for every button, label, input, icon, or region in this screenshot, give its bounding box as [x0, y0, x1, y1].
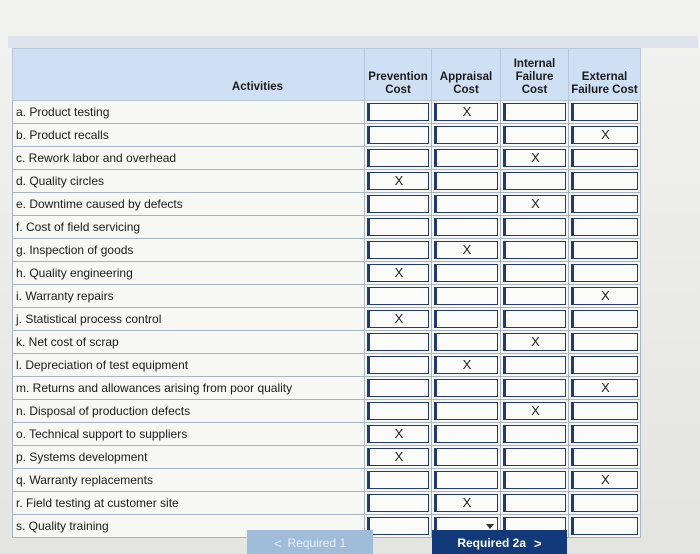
internal-select[interactable]: [503, 333, 566, 351]
external-select[interactable]: [571, 310, 638, 328]
appraisal-select[interactable]: [434, 195, 498, 213]
internal-cell: [501, 193, 569, 216]
prevention-select[interactable]: [367, 379, 429, 397]
internal-cell: [501, 285, 569, 308]
appraisal-select[interactable]: [434, 425, 498, 443]
prevention-cell: [365, 170, 432, 193]
appraisal-select[interactable]: [434, 218, 498, 236]
internal-cell: [501, 101, 569, 124]
appraisal-cost-header: Appraisal Cost: [432, 49, 501, 101]
table-row: [13, 193, 641, 216]
activity-label: o. Technical support to suppliers: [13, 423, 365, 446]
internal-select[interactable]: [503, 218, 566, 236]
external-select[interactable]: [571, 517, 638, 535]
external-select[interactable]: [571, 448, 638, 466]
external-cell: [569, 170, 641, 193]
appraisal-select[interactable]: [434, 149, 498, 167]
external-select[interactable]: [571, 425, 638, 443]
selected-value: X: [462, 104, 472, 119]
activity-label: l. Depreciation of test equipment: [13, 354, 365, 377]
table-row: [13, 124, 641, 147]
activity-label: r. Field testing at customer site: [13, 492, 365, 515]
appraisal-cell: [432, 262, 501, 285]
table-row: [13, 400, 641, 423]
appraisal-cell: [432, 423, 501, 446]
activity-label: n. Disposal of production defects: [13, 400, 365, 423]
external-select[interactable]: [571, 103, 638, 121]
internal-select[interactable]: [503, 402, 566, 420]
internal-select[interactable]: [503, 379, 566, 397]
activity-label: h. Quality engineering: [13, 262, 365, 285]
prevention-cost-header: Prevention Cost: [365, 49, 432, 101]
external-cell: [569, 446, 641, 469]
external-select[interactable]: [571, 379, 638, 397]
internal-cell: [501, 147, 569, 170]
prevention-cell: [365, 331, 432, 354]
internal-select[interactable]: [503, 103, 566, 121]
prevention-select[interactable]: [367, 333, 429, 351]
prevention-select[interactable]: [367, 218, 429, 236]
table-row: [13, 239, 641, 262]
external-cell: [569, 262, 641, 285]
internal-cell: [501, 216, 569, 239]
table-row: [13, 377, 641, 400]
appraisal-cell: [432, 170, 501, 193]
internal-cell: [501, 469, 569, 492]
cost-classification-table: [12, 48, 641, 538]
activity-label: j. Statistical process control: [13, 308, 365, 331]
activity-label: g. Inspection of goods: [13, 239, 365, 262]
prevention-select[interactable]: [367, 471, 429, 489]
internal-cell: [501, 423, 569, 446]
internal-select[interactable]: [503, 172, 566, 190]
external-cell: [569, 308, 641, 331]
internal-cell: [501, 331, 569, 354]
internal-select[interactable]: [503, 241, 566, 259]
prevention-cell: [365, 193, 432, 216]
external-cell: [569, 216, 641, 239]
appraisal-select[interactable]: [434, 356, 498, 374]
activity-label: b. Product recalls: [13, 124, 365, 147]
prevention-select[interactable]: [367, 172, 429, 190]
internal-select[interactable]: [503, 471, 566, 489]
appraisal-select[interactable]: [434, 103, 498, 121]
external-cell: [569, 469, 641, 492]
internal-select[interactable]: [503, 425, 566, 443]
appraisal-select[interactable]: [434, 310, 498, 328]
external-cell: [569, 285, 641, 308]
external-select[interactable]: [571, 218, 638, 236]
external-failure-cost-header: External Failure Cost: [569, 49, 641, 101]
activity-label: q. Warranty replacements: [13, 469, 365, 492]
appraisal-select[interactable]: [434, 379, 498, 397]
selected-value: X: [601, 127, 610, 142]
table-row: [13, 216, 641, 239]
prevention-cell: [365, 285, 432, 308]
activity-label: p. Systems development: [13, 446, 365, 469]
prevention-select[interactable]: [367, 310, 429, 328]
internal-select[interactable]: [503, 494, 566, 512]
prevention-cell: [365, 423, 432, 446]
external-select[interactable]: [571, 172, 638, 190]
internal-cell: [501, 124, 569, 147]
external-cell: [569, 331, 641, 354]
external-cell: [569, 515, 641, 538]
external-select[interactable]: [571, 494, 638, 512]
appraisal-cell: [432, 216, 501, 239]
table-row: [13, 469, 641, 492]
table-row: [13, 446, 641, 469]
external-cell: [569, 400, 641, 423]
appraisal-cell: [432, 331, 501, 354]
appraisal-select[interactable]: [434, 471, 498, 489]
prevention-select[interactable]: [367, 517, 429, 535]
prevention-select[interactable]: [367, 103, 429, 121]
table-row: [13, 285, 641, 308]
required-1-label: Required 1: [287, 536, 347, 550]
appraisal-cell: [432, 492, 501, 515]
external-select[interactable]: [571, 126, 638, 144]
prevention-cell: [365, 308, 432, 331]
prevention-select[interactable]: [367, 402, 429, 420]
prevention-cell: [365, 515, 432, 538]
prevention-cell: [365, 216, 432, 239]
external-cell: [569, 193, 641, 216]
external-cell: [569, 239, 641, 262]
required-1-button[interactable]: [247, 530, 373, 554]
internal-cell: [501, 400, 569, 423]
prevention-cell: [365, 446, 432, 469]
prevention-select[interactable]: [367, 356, 429, 374]
appraisal-select[interactable]: [434, 172, 498, 190]
appraisal-cell: [432, 239, 501, 262]
external-select[interactable]: [571, 333, 638, 351]
appraisal-select[interactable]: [434, 241, 498, 259]
selected-value: X: [462, 242, 472, 257]
prevention-select[interactable]: [367, 448, 429, 466]
selected-value: X: [531, 403, 540, 418]
external-cell: [569, 124, 641, 147]
appraisal-select[interactable]: [434, 126, 498, 144]
external-select[interactable]: [571, 402, 638, 420]
internal-cell: [501, 262, 569, 285]
selected-value: X: [394, 426, 404, 441]
external-select[interactable]: [571, 241, 638, 259]
activity-label: i. Warranty repairs: [13, 285, 365, 308]
appraisal-cell: [432, 101, 501, 124]
appraisal-select[interactable]: [434, 333, 498, 351]
internal-select[interactable]: [503, 448, 566, 466]
activities-header: Activities: [13, 49, 365, 101]
selected-value: X: [462, 495, 472, 510]
prevention-select[interactable]: [367, 264, 429, 282]
prevention-cell: [365, 354, 432, 377]
internal-select[interactable]: [503, 126, 566, 144]
internal-cell: [501, 377, 569, 400]
activity-label: s. Quality training: [13, 515, 365, 538]
selected-value: X: [601, 380, 610, 395]
external-cell: [569, 492, 641, 515]
selected-value: X: [462, 357, 472, 372]
activity-label: e. Downtime caused by defects: [13, 193, 365, 216]
selected-value: X: [394, 173, 404, 188]
activity-label: m. Returns and allowances arising from poor quality: [13, 377, 365, 400]
internal-failure-cost-header: Internal Failure Cost: [501, 49, 569, 101]
table-row: [13, 423, 641, 446]
external-cell: [569, 423, 641, 446]
prevention-cell: [365, 400, 432, 423]
internal-select[interactable]: [503, 310, 566, 328]
appraisal-cell: [432, 377, 501, 400]
external-select[interactable]: [571, 471, 638, 489]
appraisal-cell: [432, 400, 501, 423]
table-row: [13, 308, 641, 331]
prevention-cell: [365, 262, 432, 285]
prevention-cell: [365, 469, 432, 492]
external-select[interactable]: [571, 149, 638, 167]
internal-cell: [501, 492, 569, 515]
external-cell: [569, 377, 641, 400]
external-cell: [569, 101, 641, 124]
prevention-select[interactable]: [367, 126, 429, 144]
internal-cell: [501, 446, 569, 469]
selected-value: X: [531, 196, 540, 211]
table-row: [13, 170, 641, 193]
chevron-left-icon: <: [273, 535, 282, 551]
internal-select[interactable]: [503, 264, 566, 282]
internal-cell: [501, 170, 569, 193]
selected-value: X: [531, 334, 540, 349]
external-select[interactable]: [571, 356, 638, 374]
appraisal-cell: [432, 469, 501, 492]
table-row: [13, 147, 641, 170]
appraisal-cell: [432, 147, 501, 170]
internal-cell: [501, 239, 569, 262]
table-row: [13, 262, 641, 285]
table-row: [13, 354, 641, 377]
selected-value: X: [601, 288, 610, 303]
appraisal-select[interactable]: [434, 448, 498, 466]
prevention-select[interactable]: [367, 149, 429, 167]
activity-label: d. Quality circles: [13, 170, 365, 193]
internal-select[interactable]: [503, 287, 566, 305]
external-cell: [569, 147, 641, 170]
prevention-cell: [365, 492, 432, 515]
table-row: [13, 101, 641, 124]
appraisal-cell: [432, 354, 501, 377]
appraisal-cell: [432, 308, 501, 331]
prevention-select[interactable]: [367, 425, 429, 443]
external-select[interactable]: [571, 287, 638, 305]
activity-label: k. Net cost of scrap: [13, 331, 365, 354]
prevention-cell: [365, 377, 432, 400]
external-select[interactable]: [571, 264, 638, 282]
activity-label: c. Rework labor and overhead: [13, 147, 365, 170]
selected-value: X: [394, 311, 404, 326]
header-row: [13, 49, 641, 101]
activity-label: f. Cost of field servicing: [13, 216, 365, 239]
table-row: [13, 492, 641, 515]
appraisal-cell: [432, 124, 501, 147]
selected-value: X: [531, 150, 540, 165]
chevron-right-icon: >: [534, 535, 542, 551]
prevention-cell: [365, 239, 432, 262]
internal-select[interactable]: [503, 149, 566, 167]
prevention-select[interactable]: [367, 241, 429, 259]
appraisal-select[interactable]: [434, 264, 498, 282]
dropdown-arrow-icon[interactable]: [486, 524, 494, 529]
prevention-cell: [365, 124, 432, 147]
selected-value: X: [394, 449, 404, 464]
appraisal-cell: [432, 446, 501, 469]
appraisal-cell: [432, 285, 501, 308]
internal-select[interactable]: [503, 356, 566, 374]
table-row: [13, 331, 641, 354]
header-strip: [8, 36, 698, 48]
prevention-cell: [365, 147, 432, 170]
appraisal-select[interactable]: [434, 402, 498, 420]
prevention-select[interactable]: [367, 494, 429, 512]
required-2a-button[interactable]: [432, 530, 567, 554]
selected-value: X: [394, 265, 404, 280]
appraisal-select[interactable]: [434, 494, 498, 512]
appraisal-select[interactable]: [434, 287, 498, 305]
required-2a-label: Required 2a: [457, 536, 527, 550]
external-select[interactable]: [571, 195, 638, 213]
prevention-select[interactable]: [367, 195, 429, 213]
selected-value: X: [601, 472, 610, 487]
internal-select[interactable]: [503, 195, 566, 213]
prevention-cell: [365, 101, 432, 124]
prevention-select[interactable]: [367, 287, 429, 305]
internal-cell: [501, 308, 569, 331]
external-cell: [569, 354, 641, 377]
appraisal-cell: [432, 193, 501, 216]
internal-cell: [501, 354, 569, 377]
activity-label: a. Product testing: [13, 101, 365, 124]
